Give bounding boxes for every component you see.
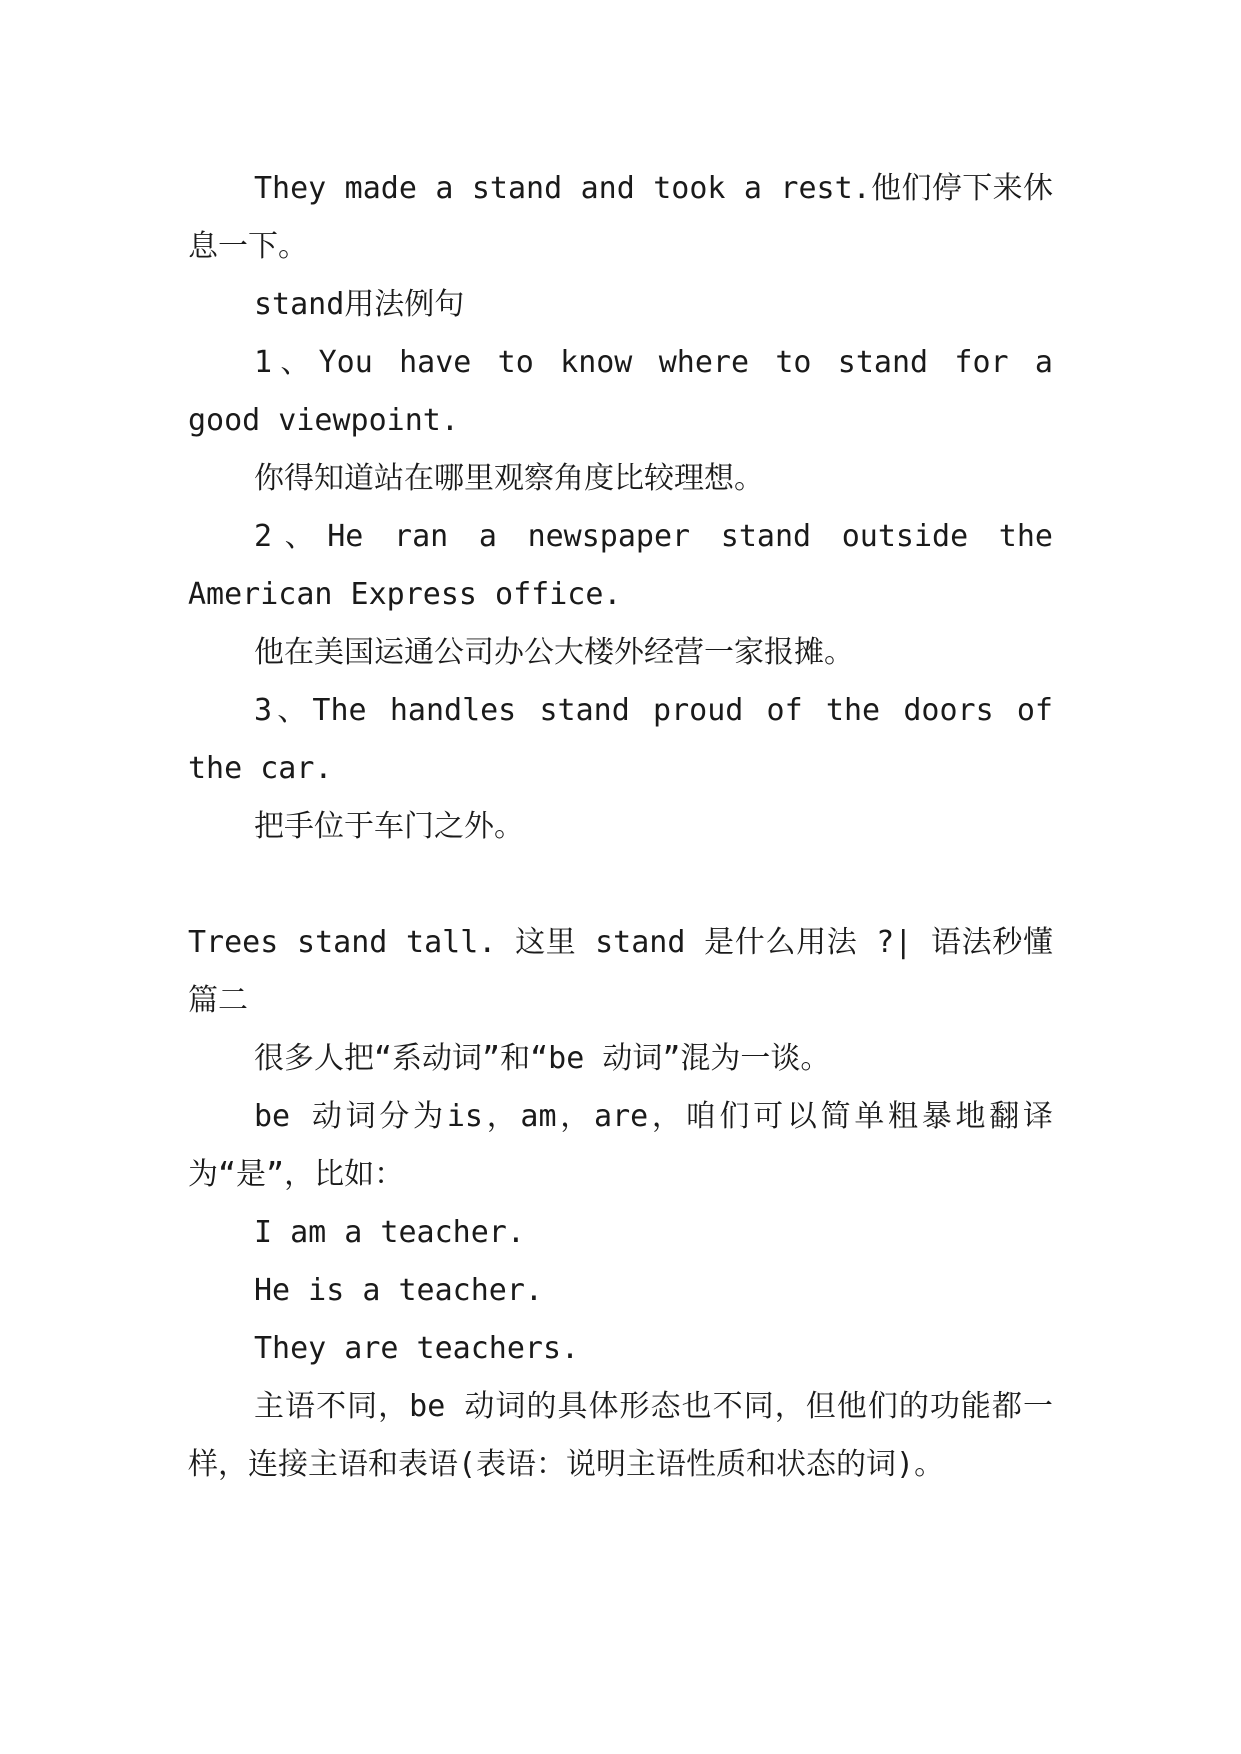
paragraph: 主语不同，be 动词的具体形态也不同，但他们的功能都一样，连接主语和表语(表语：说明主语性质和状态的词)。	[188, 1389, 1053, 1482]
example-sentence: 1、You have to know where to stand for a good viewpoint.	[188, 345, 1053, 438]
example-sentence: He is a teacher.	[254, 1273, 543, 1308]
example-translation: 他在美国运通公司办公大楼外经营一家报摊。	[254, 635, 854, 670]
example-translation: 把手位于车门之外。	[254, 809, 524, 844]
example-sentence: 3、The handles stand proud of the doors of the car.	[188, 693, 1053, 786]
paragraph: 很多人把“系动词”和“be 动词”混为一谈。	[254, 1041, 831, 1076]
example-sentence: I am a teacher.	[254, 1215, 525, 1250]
document-body	[188, 160, 1053, 1494]
section-heading: Trees stand tall. 这里 stand 是什么用法 ?| 语法秒懂篇二	[188, 925, 1053, 1018]
paragraph: be 动词分为is，am，are，咱们可以简单粗暴地翻译为“是”，比如：	[188, 1099, 1053, 1192]
subheading: stand用法例句	[254, 287, 465, 322]
example-sentence: 2、He ran a newspaper stand outside the American Express office.	[188, 519, 1053, 612]
paragraph: They made a stand and took a rest.他们停下来休息一下。	[188, 171, 1053, 264]
example-sentence: They are teachers.	[254, 1331, 580, 1366]
example-translation: 你得知道站在哪里观察角度比较理想。	[254, 461, 764, 496]
